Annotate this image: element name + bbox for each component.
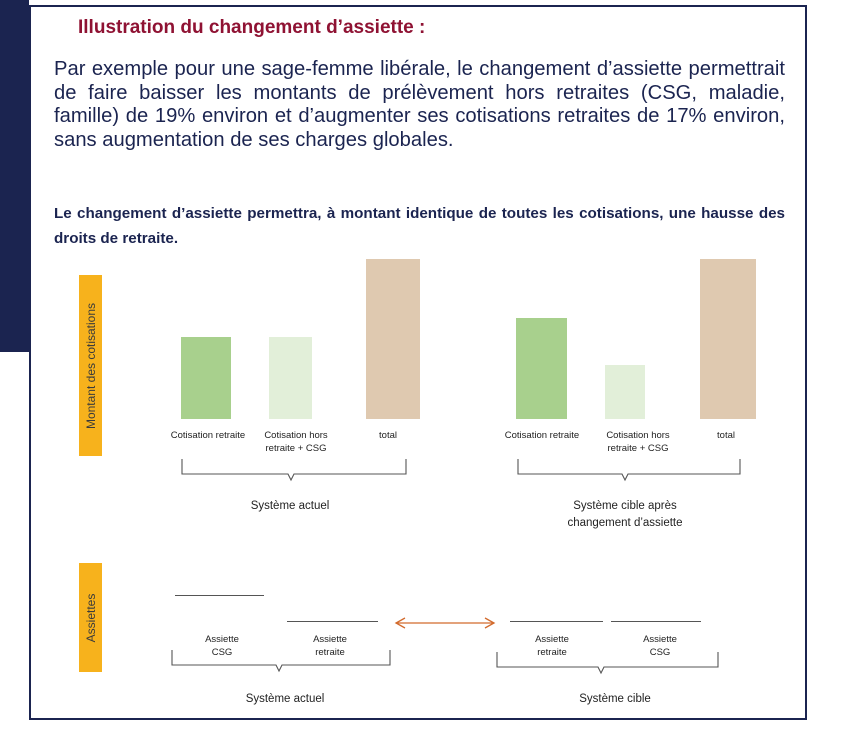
section-title: Illustration du changement d’assiette : [78, 17, 426, 38]
label-actuel-cotisation-hors-retraite: Cotisation hors retraite + CSG [264, 430, 328, 454]
brace-cible-top [518, 459, 740, 480]
label-actuel-total: total [379, 430, 397, 441]
label-cible-total: total [717, 430, 735, 441]
label-cible-cotisation-retraite: Cotisation retraite [504, 430, 580, 441]
label-actuel-assiette-csg: Assiette CSG [205, 634, 239, 658]
group-label-systeme-cible-apres: Système cible après changement d’assiette [567, 500, 683, 529]
label-cible-assiette-csg: Assiette CSG [643, 634, 677, 658]
intro-paragraph: Par exemple pour une sage-femme libérale, le changement d’assiette permettrait de faire baisser les montants de prélèvement hors retraites (CSG, maladie, famille) de 19% environ et d’augmenter ses cotisations retraites de 17% environ, sans augmentation de ses charges globales. [54, 58, 785, 151]
brace-actuel-bottom [172, 650, 390, 671]
group-label-assiettes-actuel: Système actuel [245, 693, 325, 705]
assiettes-axis-label: Assiettes [83, 593, 98, 642]
label-cible-cotisation-hors-retraite: Cotisation hors retraite + CSG [606, 430, 670, 454]
cotisations-axis-label: Montant des cotisations [83, 302, 98, 429]
group-label-systeme-actuel: Système actuel [250, 500, 330, 512]
brace-cible-bottom [497, 652, 718, 673]
label-actuel-cotisation-retraite: Cotisation retraite [170, 430, 246, 441]
brace-actuel-top [182, 459, 406, 480]
summary-paragraph: Le changement d’assiette permettra, à montant identique de toutes les cotisations, une hausse des droits de retraite. [54, 205, 785, 247]
label-actuel-assiette-retraite: Assiette retraite [313, 634, 347, 658]
double-arrow [396, 618, 494, 628]
group-label-assiettes-cible: Système cible [579, 693, 651, 705]
label-cible-assiette-retraite: Assiette retraite [535, 634, 569, 658]
